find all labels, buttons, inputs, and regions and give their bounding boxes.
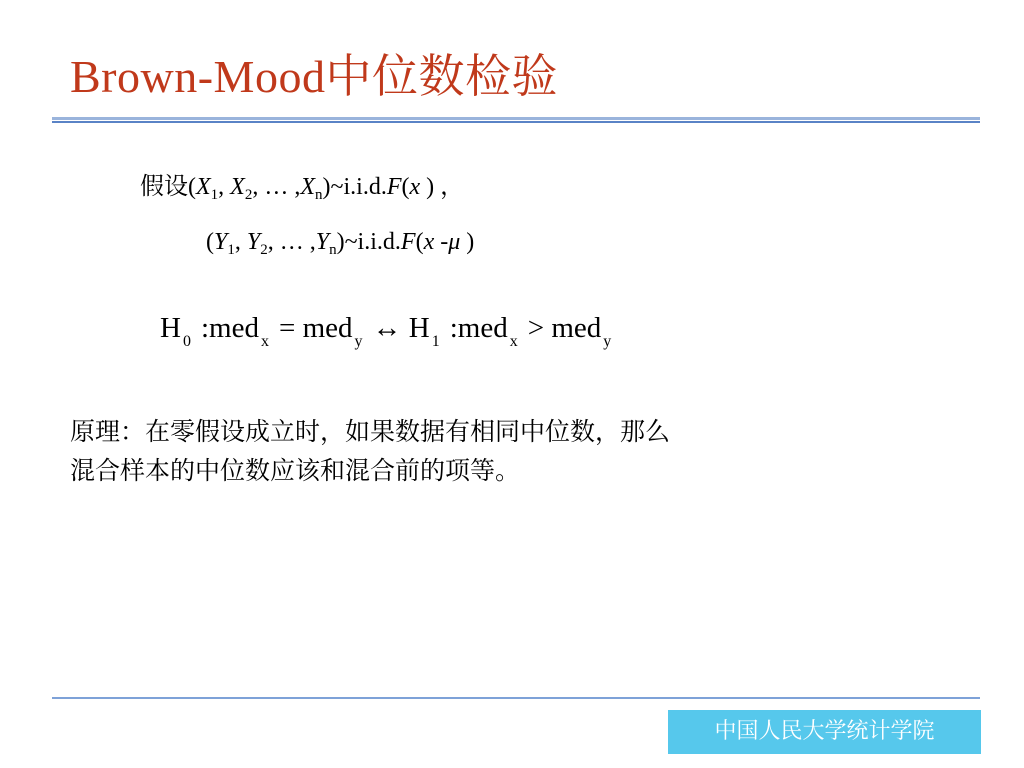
trail-comma: ， <box>440 174 465 200</box>
var-yn: Y <box>315 229 330 255</box>
footer-institution-badge: 中国人民大学统计学院 <box>668 710 981 754</box>
med-x-0-sub: x <box>260 333 269 350</box>
colon-1: : <box>449 312 458 344</box>
h1-sub: 1 <box>431 333 440 350</box>
sub-x1: 1 <box>210 187 219 203</box>
ellipsis: … <box>264 174 289 200</box>
sub-x2: 2 <box>244 187 253 203</box>
sub-yn: n <box>329 242 337 258</box>
assumption-y-line: ($Y_1$, $Y_2$, … $,Y_n)\sim i.i.d.F(x$ -μ ) <box>206 229 475 258</box>
var-y1: Y <box>214 229 228 255</box>
dist-f: F <box>386 174 402 200</box>
equals-sign: = <box>278 312 296 344</box>
minus: - <box>434 229 449 255</box>
var-x2: X <box>230 174 245 200</box>
med-y-0-sub: y <box>354 333 363 350</box>
hypothesis-formula <box>160 312 611 351</box>
var-xn: X <box>300 174 316 200</box>
footer-divider <box>52 697 980 699</box>
med-y-1: med <box>551 312 602 344</box>
arg-x: x <box>409 174 421 200</box>
title-divider-light <box>52 117 980 120</box>
title-divider-dark <box>52 121 980 123</box>
var-y2: Y <box>246 229 261 255</box>
med-y-0: med <box>302 312 353 344</box>
med-x-1-sub: x <box>509 333 518 350</box>
med-x-0: med <box>209 312 259 344</box>
mu-symbol: μ <box>448 229 461 255</box>
dist-f-y: F <box>400 229 416 255</box>
sub-y2: 2 <box>260 242 268 258</box>
principle-paragraph <box>70 412 930 490</box>
arg-x-y: x <box>423 229 435 255</box>
h1: H <box>408 312 430 344</box>
ellipsis-y: … <box>279 229 304 255</box>
assumption-x-line: 假设($X_1$, $X_2$, … $,X_n)\sim i.i.d.F(x$ ) ， <box>140 174 465 203</box>
slide-title: Brown-Mood中位数检验 <box>70 51 558 102</box>
iid-label: )~i.i.d. <box>322 174 387 200</box>
iid-label-y: )~i.i.d. <box>336 229 401 255</box>
med-x-1: med <box>457 312 508 344</box>
principle-line-1: 原理：在零假设成立时，如果数据有相同中位数，那么 <box>70 417 671 446</box>
sub-xn: n <box>315 187 323 203</box>
med-y-1-sub: y <box>603 333 612 350</box>
greater-than-sign: > <box>527 312 545 344</box>
var-x1: X <box>196 174 211 200</box>
iff-arrow: ↔ <box>372 312 402 344</box>
h0: H <box>160 312 181 344</box>
sub-y1: 1 <box>227 242 235 258</box>
assumption-prefix: 假设 <box>140 174 188 200</box>
h0-sub: 0 <box>182 333 191 350</box>
principle-line-2: 混合样本的中位数应该和混合前的项等。 <box>70 456 521 485</box>
colon-0: : <box>200 312 210 344</box>
